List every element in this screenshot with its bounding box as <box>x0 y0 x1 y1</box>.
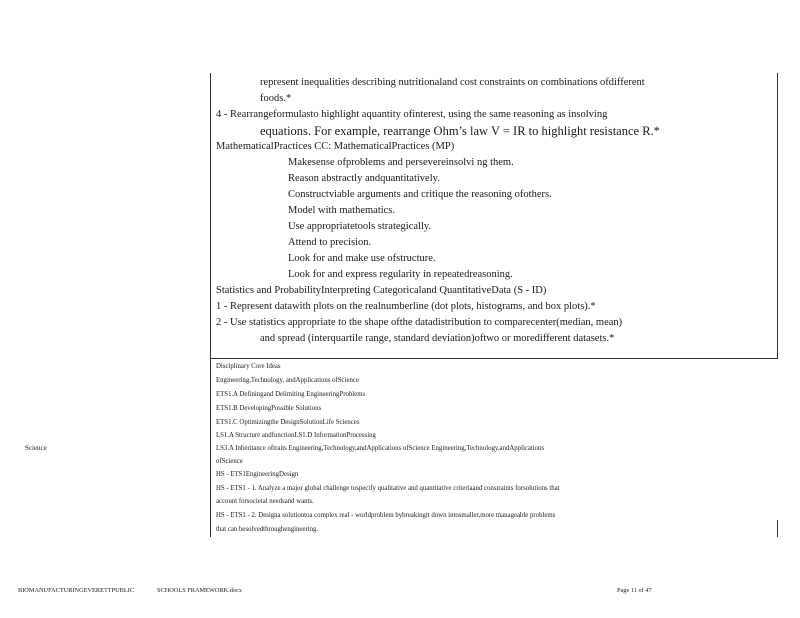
text-line: represent inequalities describing nutritionaland cost constraints on combinations ofdifferent <box>260 77 645 88</box>
table-right-border <box>777 73 778 359</box>
text-line: ETS1.C Optimizingthe DesignSolutionLife Sciences <box>216 419 360 426</box>
text-line: and spread (interquartile range, standard deviation)oftwo or moredifferent datasets.* <box>260 333 615 344</box>
text-line: 4 - Rearrangeformulasto highlight aquantity ofinterest, using the same reasoning as insolving <box>216 109 608 120</box>
section-heading: Disciplinary Core Ideas <box>216 363 281 370</box>
text-line: Engineering,Technology, andApplications ofScience <box>216 377 359 384</box>
text-line: 2 - Use statistics appropriate to the shape ofthe datadistribution to comparecenter(median, mean) <box>216 317 623 328</box>
list-item: Constructviable arguments and critique the reasoning ofothers. <box>288 189 552 200</box>
list-item: Look for and make use ofstructure. <box>288 253 436 264</box>
table-right-border-lower <box>777 520 778 537</box>
text-line: HS - ETS1EngineeringDesign <box>216 471 299 478</box>
table-left-border <box>210 73 211 537</box>
text-line: ETS1.B DevelopingPossible Solutions <box>216 405 322 412</box>
list-item: Makesense ofproblems and persevereinsolvi ng them. <box>288 157 514 168</box>
list-item: Model with mathematics. <box>288 205 396 216</box>
text-line: account forsocietal needsand wants. <box>216 498 314 505</box>
text-line: HS - ETS1 - 1. Analyze a major global challenge tospecify qualitative and quantitative criteriaand constraints forsolutions that <box>216 485 560 492</box>
list-item: Attend to precision. <box>288 237 372 248</box>
subject-label: Science <box>25 444 47 452</box>
section-heading: MathematicalPractices CC: MathematicalPractices (MP) <box>216 141 455 152</box>
text-line: ofScience <box>216 458 243 465</box>
footer-left: BIOMANUFACTURINGEVERETTPUBLIC <box>18 587 135 594</box>
text-line: LS3.A Inheritance oftraits Engineering,Technology,andApplications ofScience Engineering,Technology,andApplications <box>216 445 545 452</box>
text-line: ETS1.A Definingand Delimiting EngineeringProblems <box>216 391 366 398</box>
text-line: 1 - Represent datawith plots on the realnumberline (dot plots, histograms, and box plots).* <box>216 301 596 312</box>
text-line: that can besolvedthroughengineering. <box>216 526 319 533</box>
list-item: Use appropriatetools strategically. <box>288 221 432 232</box>
page-number: Page 11 of 47 <box>617 587 652 594</box>
list-item: Reason abstractly andquantitatively. <box>288 173 440 184</box>
text-line: HS - ETS1 - 2. Designa solutiontoa complex real - worldproblem bybreakingit down intosmaller,more manageable problems <box>216 512 556 519</box>
section-heading: Statistics and ProbabilityInterpreting Categoricaland QuantitativeData (S - ID) <box>216 285 547 296</box>
table-row-divider <box>210 358 778 359</box>
text-line: equations. For example, rearrange Ohm’s law V = IR to highlight resistance R.* <box>260 124 660 138</box>
list-item: Look for and express regularity in repeatedreasoning. <box>288 269 513 280</box>
text-line: foods.* <box>260 93 292 104</box>
text-line: LS1.A Structure andfunctionLS1.D InformationProcessing <box>216 432 376 439</box>
footer-filename: SCHOOLS FRAMEWORK.docx <box>157 587 243 594</box>
